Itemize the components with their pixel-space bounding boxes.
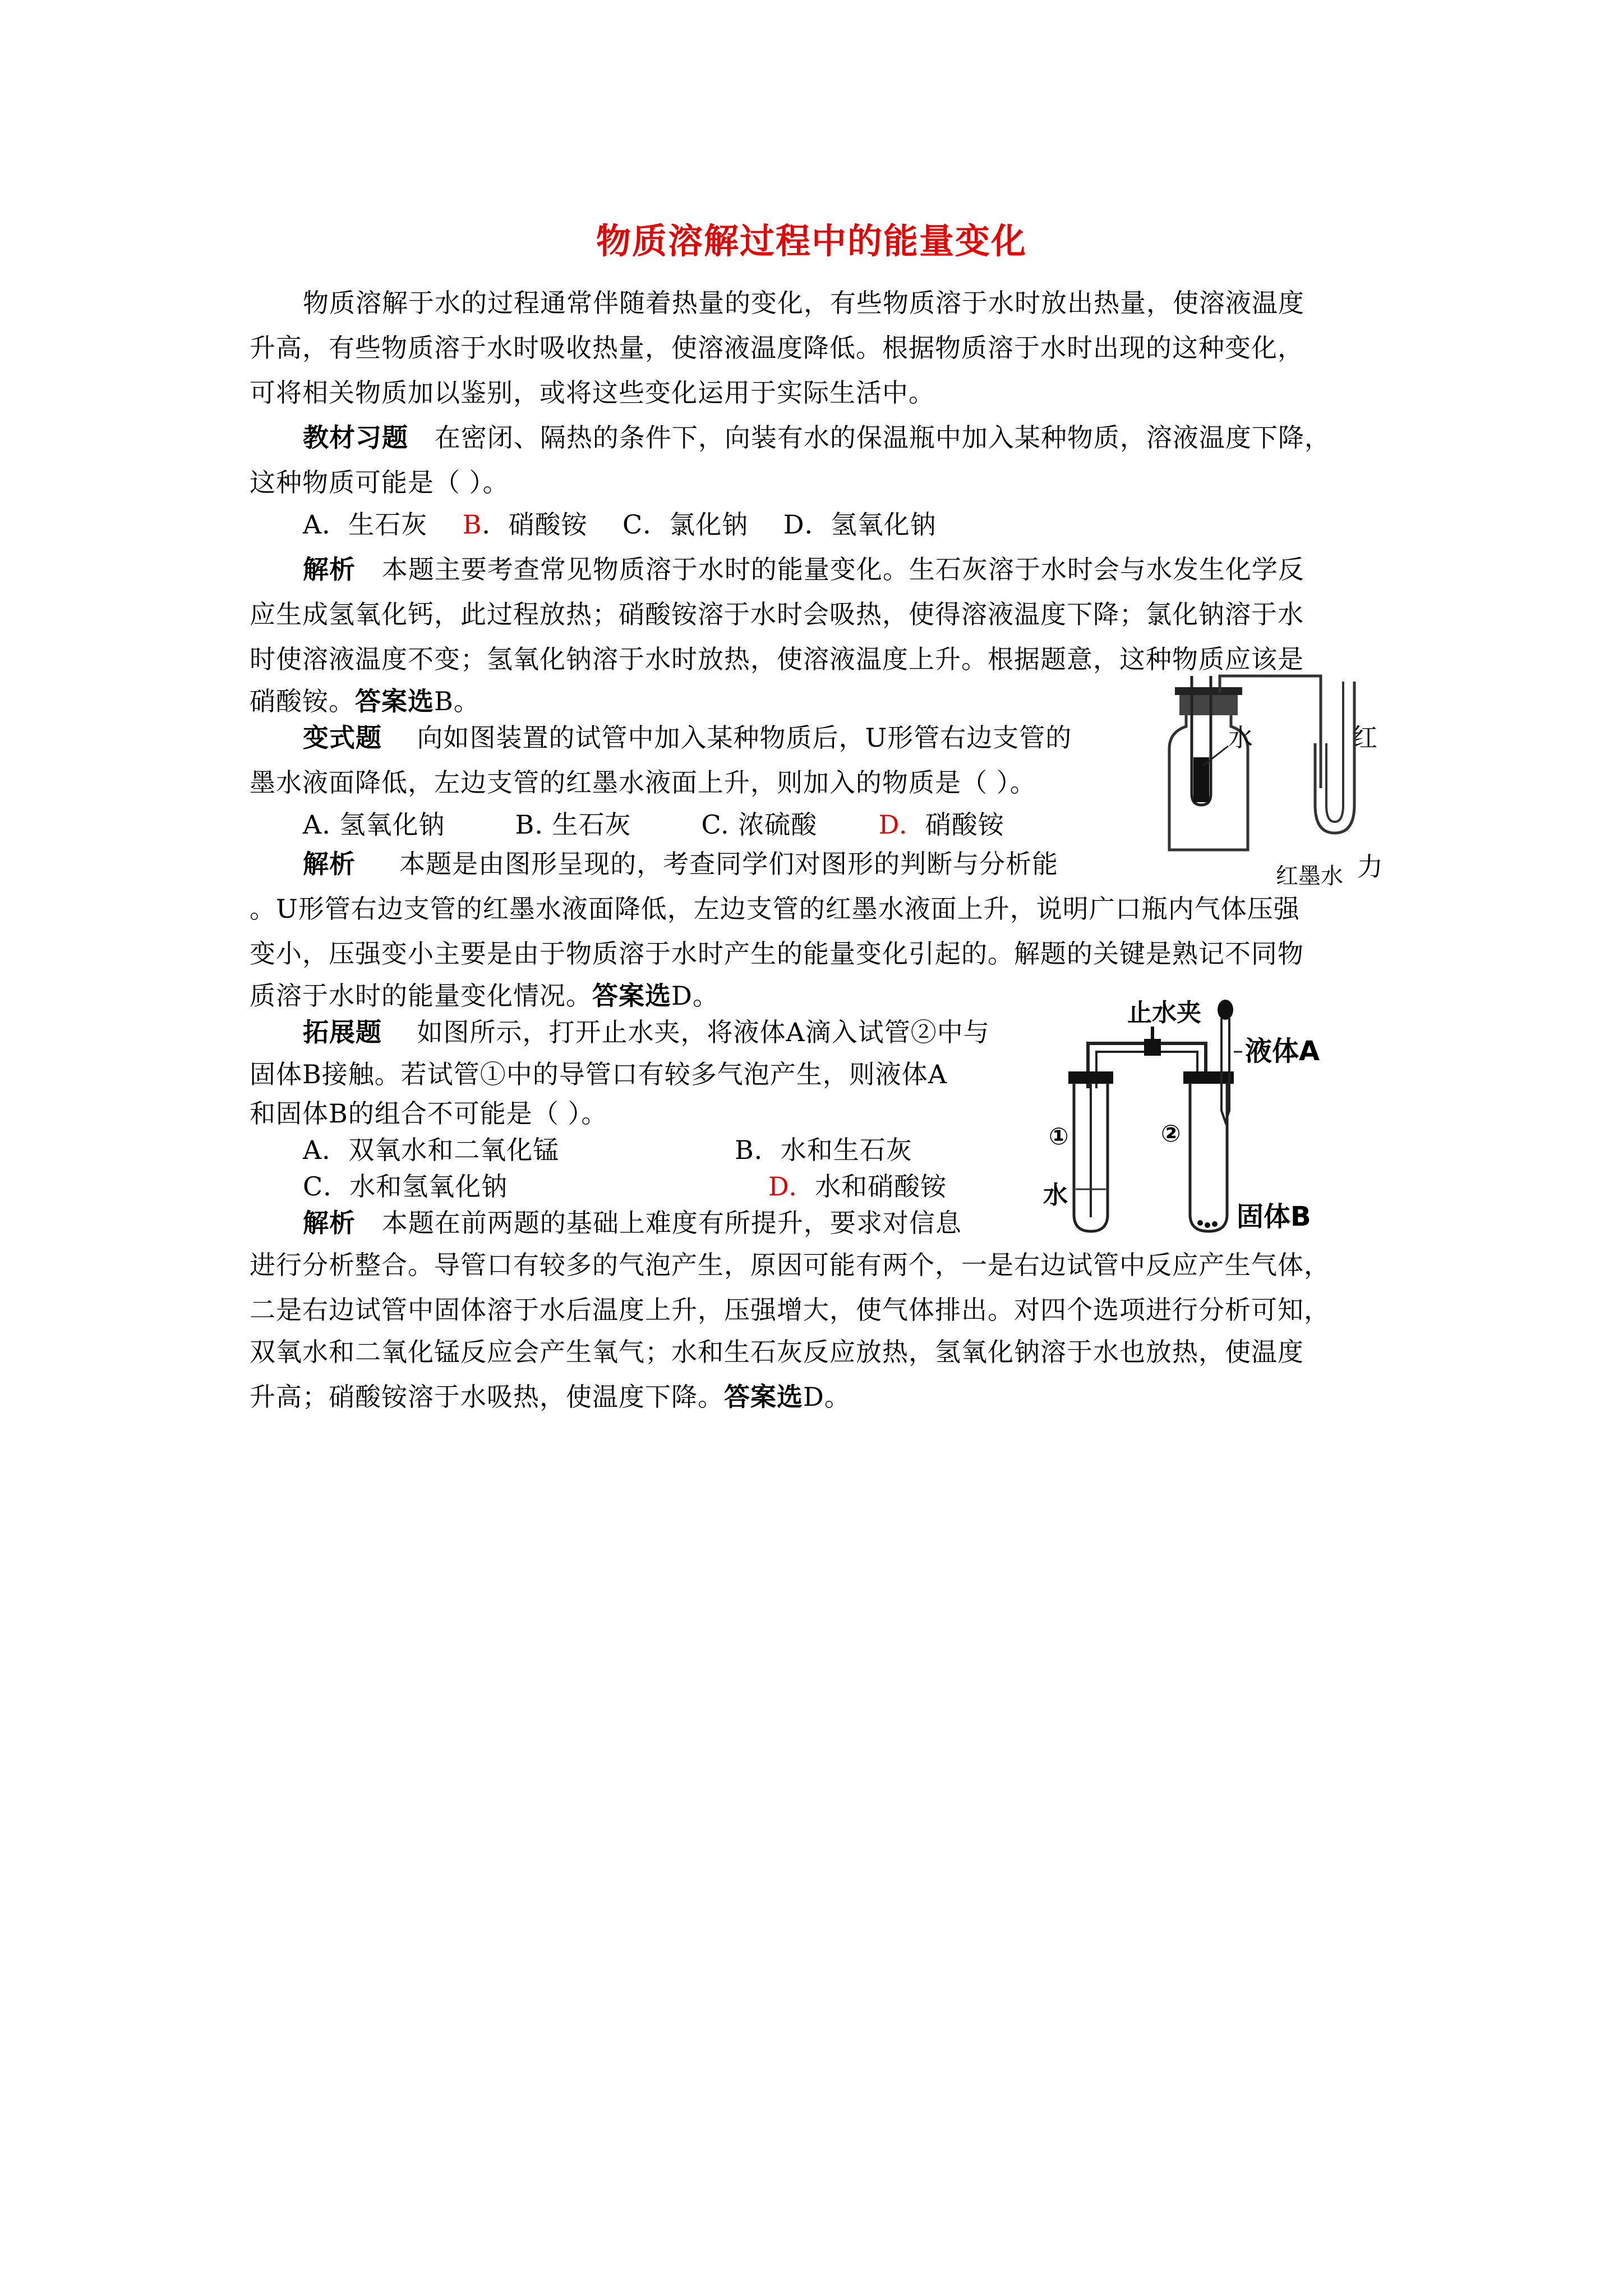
option-b: ．硝酸铵 xyxy=(482,509,588,540)
q1-analysis-line: 应生成氢氧化钙，此过程放热；硝酸铵溶于水时会吸热，使得溶液温度下降；氯化钠溶于水 xyxy=(250,599,1304,629)
analysis-label: 解析 xyxy=(303,849,356,879)
q1-analysis-line: 时使溶液温度不变；氢氧化钠溶于水时放热，使溶液温度上升。根据题意，这种物质应该是 xyxy=(250,644,1304,674)
answer-value: D。 xyxy=(803,1382,851,1412)
answer-label: 答案选 xyxy=(592,981,671,1011)
stopper-top-icon xyxy=(1175,687,1242,695)
water-label: 水 xyxy=(1043,1181,1068,1209)
option-b-letter: B xyxy=(462,509,482,540)
analysis-text: 升高；硝酸铵溶于水吸热，使温度下降。 xyxy=(250,1382,724,1412)
q1-analysis xyxy=(303,553,1304,586)
q2-stem xyxy=(303,721,1072,754)
analysis-text: 本题在前两题的基础上难度有所提升，要求对信息 xyxy=(381,1208,962,1238)
water-label: 水 xyxy=(1228,724,1253,752)
q3-stem xyxy=(303,1015,990,1049)
analysis-label: 解析 xyxy=(303,554,356,585)
q2-stem-text: 向如图装置的试管中加入某种物质后，U形管右边支管的 xyxy=(417,723,1072,753)
intro-line: 物质溶解于水的过程通常伴随着热量的变化，有些物质溶于水时放出热量，使溶液温度 xyxy=(303,288,1304,318)
u-tube-inner-icon xyxy=(1326,682,1343,822)
q1-options xyxy=(303,508,937,541)
q3-option-b: B．水和生石灰 xyxy=(735,1135,912,1165)
q3-option-c: C．水和氢氧化钠 xyxy=(303,1171,508,1202)
option-d: 硝酸铵 xyxy=(925,809,1004,840)
analysis-label: 解析 xyxy=(303,1208,356,1238)
label-pointer-icon xyxy=(1203,746,1228,766)
page-title: 物质溶解过程中的能量变化 xyxy=(596,220,1027,261)
option-a: A．生石灰 xyxy=(303,509,428,540)
dropper-bulb-icon xyxy=(1218,1000,1233,1020)
two-test-tubes-diagram xyxy=(1043,993,1368,1240)
solid-particle-icon xyxy=(1205,1222,1210,1228)
q3-answer-line xyxy=(250,1380,851,1414)
q3-stem-text: 如图所示，打开止水夹，将液体A滴入试管②中与 xyxy=(417,1017,990,1047)
option-d: 水和硝酸铵 xyxy=(815,1171,947,1202)
stopper-icon xyxy=(1179,693,1238,715)
analysis-text: 硝酸铵。 xyxy=(250,686,355,716)
q2-analysis xyxy=(303,847,1058,881)
q3-label: 拓展题 xyxy=(303,1017,382,1047)
q3-analysis-line: 进行分析整合。导管口有较多的气泡产生，原因可能有两个，一是右边试管中反应产生气体， xyxy=(250,1250,1330,1280)
tube-2-label: ② xyxy=(1161,1120,1181,1147)
intro-line: 升高，有些物质溶于水时吸收热量，使溶液温度降低。根据物质溶于水时出现的这种变化， xyxy=(250,333,1304,363)
option-a: A. 氢氧化钠 xyxy=(303,809,445,840)
q2-stem-tail: 红 xyxy=(1352,723,1378,753)
stopper-right-icon xyxy=(1183,1071,1234,1084)
q1-label: 教材习题 xyxy=(303,422,408,453)
option-c: C．氯化钠 xyxy=(623,509,749,540)
bottle-u-tube-diagram xyxy=(1136,665,1368,886)
analysis-text: 本题主要考查常见物质溶于水时的能量变化。生石灰溶于水时会与水发生化学反 xyxy=(381,554,1304,585)
answer-label: 答案选 xyxy=(355,686,434,716)
q2-analysis-line: 变小，压强变小主要是由于物质溶于水时产生的能量变化引起的。解题的关键是熟记不同物 xyxy=(250,938,1304,969)
q3-option-d xyxy=(768,1170,947,1203)
option-d-letter: D. xyxy=(878,809,908,840)
answer-label: 答案选 xyxy=(724,1382,803,1412)
q3-analysis xyxy=(303,1206,962,1240)
q1-stem-cont: 这种物质可能是（ ）。 xyxy=(250,467,509,498)
option-c: C. 浓硫酸 xyxy=(701,809,818,840)
q3-analysis-line: 二是右边试管中固体溶于水后温度上升，压强增大，使气体排出。对四个选项进行分析可知， xyxy=(250,1295,1330,1325)
red-ink-label: 红墨水 xyxy=(1276,863,1343,886)
solid-particle-icon xyxy=(1212,1221,1218,1227)
tube-1-label: ① xyxy=(1049,1122,1069,1150)
tube-liquid-icon xyxy=(1193,757,1209,802)
q3-option-a: A．双氧水和二氧化锰 xyxy=(303,1135,560,1165)
clamp-label: 止水夹 xyxy=(1127,999,1201,1027)
q3-stem-cont: 和固体B的组合不可能是（ ）。 xyxy=(250,1098,608,1129)
q3-stem-cont: 固体B接触。若试管①中的导管口有较多气泡产生，则液体A xyxy=(250,1059,948,1089)
q2-analysis-line: 。U形管右边支管的红墨水液面降低，左边支管的红墨水液面上升，说明广口瓶内气体压强 xyxy=(250,894,1300,924)
liquid-a-label: 液体A xyxy=(1245,1036,1320,1067)
analysis-text: 本题是由图形呈现的，考查同学们对图形的判断与分析能 xyxy=(399,849,1059,879)
q2-options xyxy=(303,808,1004,841)
solid-b-label: 固体B xyxy=(1237,1201,1311,1232)
intro-line: 可将相关物质加以鉴别，或将这些变化运用于实际生活中。 xyxy=(250,378,935,408)
clamp-icon xyxy=(1144,1039,1161,1056)
q1-stem xyxy=(303,421,1331,454)
option-b: B. 生石灰 xyxy=(515,809,631,840)
q1-stem-text: 在密闭、隔热的条件下，向装有水的保温瓶中加入某种物质，溶液温度下降， xyxy=(434,422,1331,453)
q2-label: 变式题 xyxy=(303,723,382,753)
q2-answer-line xyxy=(250,979,719,1013)
q3-analysis-line: 双氧水和二氧化锰反应会产生氧气；水和生石灰反应放热，氢氧化钠溶于水也放热，使温度 xyxy=(250,1337,1304,1367)
q2-stem-cont: 墨水液面降低，左边支管的红墨水液面上升，则加入的物质是（ ）。 xyxy=(250,767,1036,798)
stopper-left-icon xyxy=(1068,1071,1113,1084)
solid-particle-icon xyxy=(1197,1220,1203,1226)
answer-value: B。 xyxy=(434,686,480,716)
q1-answer-line xyxy=(250,684,480,718)
option-d: D．氢氧化钠 xyxy=(783,509,937,540)
q2-analysis-tail: 力 xyxy=(1357,852,1384,882)
option-d-letter: D. xyxy=(768,1171,797,1202)
analysis-text: 质溶于水时的能量变化情况。 xyxy=(250,981,592,1011)
answer-value: D。 xyxy=(671,981,719,1011)
